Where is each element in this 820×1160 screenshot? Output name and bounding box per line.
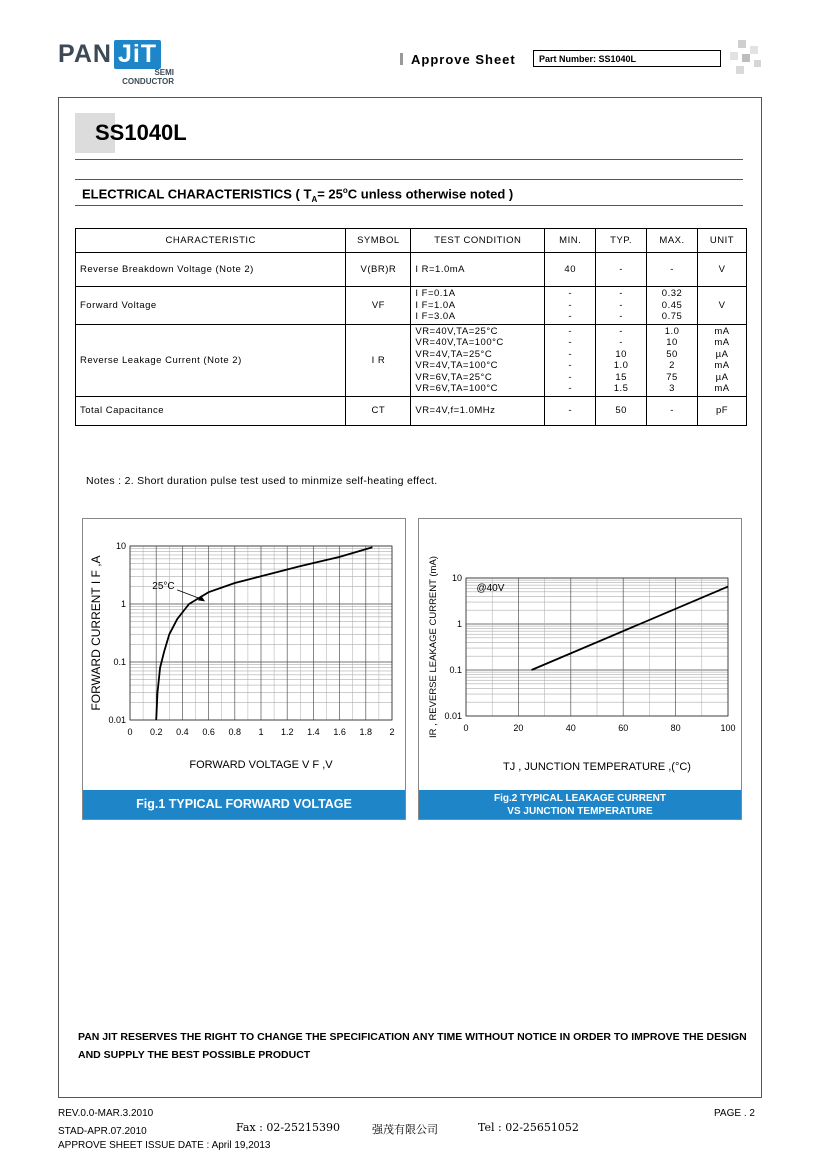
electrical-characteristics-table bbox=[75, 228, 747, 426]
max-cell: - bbox=[647, 396, 698, 425]
page-title: SS1040L bbox=[95, 120, 187, 145]
unit-cell: V bbox=[698, 253, 747, 287]
y-tick-label: 1 bbox=[456, 619, 462, 629]
y-tick-label: 0.01 bbox=[108, 715, 126, 725]
y-tick-label: 1 bbox=[120, 599, 126, 609]
symbol-cell: VF bbox=[346, 287, 411, 325]
typ-cell: - - 10 1.0 15 1.5 bbox=[596, 324, 647, 396]
part-number-box: Part Number: SS1040L bbox=[533, 50, 721, 67]
y-tick-label: 0.1 bbox=[113, 657, 126, 667]
company-logo: PAN JiT bbox=[58, 40, 161, 69]
column-header: MAX. bbox=[647, 229, 698, 253]
disclaimer-text: PAN JIT RESERVES THE RIGHT TO CHANGE THE SPECIFICATION ANY TIME WITHOUT NOTICE IN ORDER TO IMPROVE THE DESIGN AND SUPPLY THE BEST POSSIBLE PRODUCT bbox=[78, 1031, 747, 1061]
table-row bbox=[76, 396, 747, 425]
symbol-cell: I R bbox=[346, 324, 411, 396]
voltage-annotation: @40V bbox=[476, 583, 505, 595]
min-cell: - - - - - - bbox=[545, 324, 596, 396]
table-row bbox=[76, 253, 747, 287]
characteristic-cell: Forward Voltage bbox=[76, 287, 346, 325]
column-header: MIN. bbox=[545, 229, 596, 253]
logo-subtitle: SEMI CONDUCTOR bbox=[122, 68, 174, 86]
y-tick-label: 0.01 bbox=[444, 711, 462, 721]
min-cell: - bbox=[545, 396, 596, 425]
column-header: CHARACTERISTIC bbox=[76, 229, 346, 253]
decorative-squares-icon bbox=[726, 40, 762, 76]
unit-cell: pF bbox=[698, 396, 747, 425]
max-cell: - bbox=[647, 253, 698, 287]
x-tick-label: 2 bbox=[389, 727, 395, 737]
condition-cell: I F=0.1A I F=1.0A I F=3.0A bbox=[411, 287, 545, 325]
title-divider bbox=[75, 159, 743, 160]
x-tick-label: 0 bbox=[127, 727, 133, 737]
table-header-row bbox=[76, 229, 747, 253]
x-tick-label: 1.4 bbox=[307, 727, 320, 737]
figure-1-caption: Fig.1 TYPICAL FORWARD VOLTAGE bbox=[83, 790, 405, 819]
condition-cell: I R=1.0mA bbox=[411, 253, 545, 287]
figure-2-caption: Fig.2 TYPICAL LEAKAGE CURRENT VS JUNCTION TEMPERATURE bbox=[419, 790, 741, 819]
max-cell: 1.0 10 50 2 75 3 bbox=[647, 324, 698, 396]
x-tick-label: 40 bbox=[565, 723, 576, 733]
x-tick-label: 1.8 bbox=[359, 727, 373, 737]
column-header: TYP. bbox=[596, 229, 647, 253]
symbol-cell: CT bbox=[346, 396, 411, 425]
x-tick-label: 20 bbox=[513, 723, 524, 733]
series-line bbox=[156, 547, 372, 720]
characteristic-cell: Reverse Breakdown Voltage (Note 2) bbox=[76, 253, 346, 287]
annotation-arrow bbox=[177, 590, 202, 600]
x-tick-label: 0.2 bbox=[149, 727, 163, 737]
characteristic-cell: Total Capacitance bbox=[76, 396, 346, 425]
x-tick-label: 1 bbox=[258, 727, 264, 737]
x-axis-label: TJ , JUNCTION TEMPERATURE ,(°C) bbox=[503, 761, 691, 773]
column-header: UNIT bbox=[698, 229, 747, 253]
unit-cell: mA mA µA mA µA mA bbox=[698, 324, 747, 396]
x-tick-label: 0.8 bbox=[228, 727, 242, 737]
unit-cell: V bbox=[698, 287, 747, 325]
page-number: PAGE . 2 bbox=[714, 1108, 755, 1119]
y-tick-label: 0.1 bbox=[449, 665, 462, 675]
section-divider-top bbox=[75, 179, 743, 180]
max-cell: 0.32 0.45 0.75 bbox=[647, 287, 698, 325]
x-tick-label: 0 bbox=[463, 723, 469, 733]
condition-cell: VR=4V,f=1.0MHz bbox=[411, 396, 545, 425]
forward-voltage-chart bbox=[82, 518, 406, 790]
column-header: TEST CONDITION bbox=[411, 229, 545, 253]
min-cell: 40 bbox=[545, 253, 596, 287]
fax-text: Fax : 02-25215390 bbox=[236, 1121, 341, 1134]
leakage-current-chart bbox=[418, 518, 742, 790]
characteristic-cell: Reverse Leakage Current (Note 2) bbox=[76, 324, 346, 396]
typ-cell: 50 bbox=[596, 396, 647, 425]
min-cell: - - - bbox=[545, 287, 596, 325]
x-tick-label: 100 bbox=[720, 723, 736, 733]
approve-sheet-label: Approve Sheet bbox=[400, 52, 516, 67]
section-divider-bottom bbox=[75, 205, 743, 206]
condition-cell: VR=40V,TA=25°C VR=40V,TA=100°C VR=4V,TA=25°C VR=4V,TA=100°C VR=6V,TA=25°C VR=6V,TA=100°C bbox=[411, 324, 545, 396]
x-axis-label: FORWARD VOLTAGE V F ,V bbox=[189, 759, 333, 771]
x-tick-label: 80 bbox=[670, 723, 681, 733]
table-note: Notes : 2. Short duration pulse test used to minmize self-heating effect. bbox=[86, 475, 438, 487]
column-header: SYMBOL bbox=[346, 229, 411, 253]
typ-cell: - - - bbox=[596, 287, 647, 325]
x-tick-label: 0.4 bbox=[176, 727, 189, 737]
stad-text: STAD-APR.07.2010 bbox=[58, 1126, 147, 1137]
tel-text: Tel : 02-25651052 bbox=[478, 1121, 579, 1134]
revision-text: REV.0.0-MAR.3.2010 bbox=[58, 1108, 154, 1119]
table-row bbox=[76, 324, 747, 396]
temperature-annotation: 25°C bbox=[152, 581, 175, 593]
table-row bbox=[76, 287, 747, 325]
x-tick-label: 60 bbox=[618, 723, 629, 733]
y-tick-label: 10 bbox=[115, 541, 126, 551]
x-tick-label: 0.6 bbox=[202, 727, 215, 737]
issue-date-text: APPROVE SHEET ISSUE DATE : April 19,2013 bbox=[58, 1140, 271, 1151]
y-axis-label: IR , REVERSE LEAKAGE CURRENT (mA) bbox=[428, 556, 439, 738]
company-name-text: 强茂有限公司 bbox=[372, 1123, 438, 1136]
section-heading: ELECTRICAL CHARACTERISTICS ( $T_A= 25^oC$ unless otherwise noted ) bbox=[82, 186, 514, 204]
x-tick-label: 1.2 bbox=[280, 727, 294, 737]
symbol-cell: V(BR)R bbox=[346, 253, 411, 287]
y-axis-label: FORWARD CURRENT I F ,A bbox=[89, 555, 103, 711]
typ-cell: - bbox=[596, 253, 647, 287]
x-tick-label: 1.6 bbox=[333, 727, 346, 737]
y-tick-label: 10 bbox=[451, 573, 462, 583]
